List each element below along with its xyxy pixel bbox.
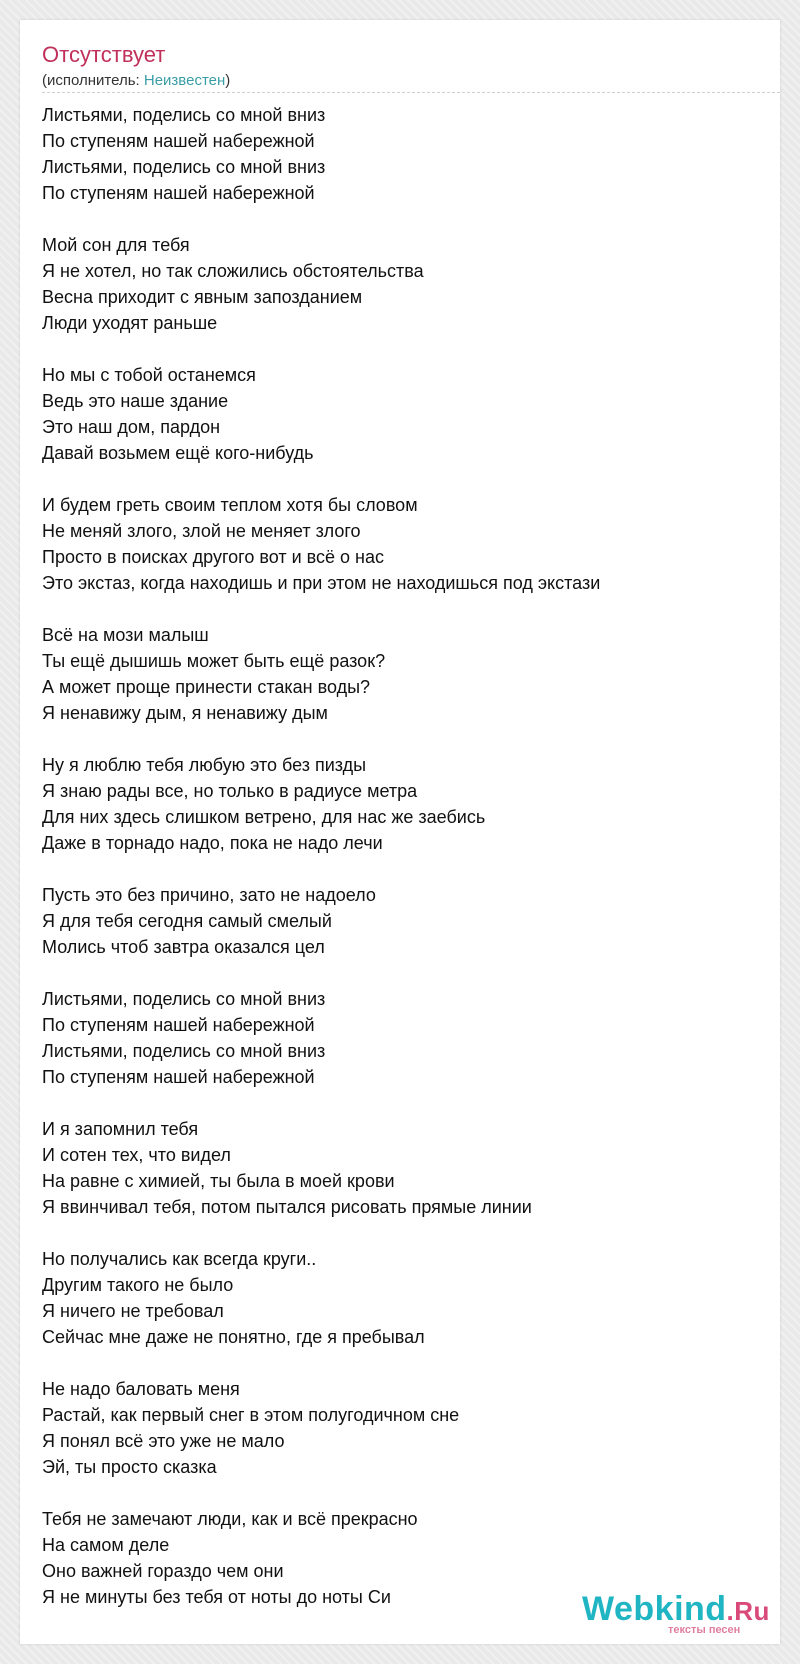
lyric-line: Мой сон для тебя	[42, 235, 190, 255]
lyric-line: Сейчас мне даже не понятно, где я пребывал	[42, 1327, 425, 1347]
lyric-line: Эй, ты просто сказка	[42, 1457, 217, 1477]
lyric-line: Листьями, поделись со мной вниз	[42, 157, 326, 177]
lyric-line: Я не минуты без тебя от ноты до ноты Си	[42, 1587, 391, 1607]
lyrics-stanza	[42, 1246, 762, 1350]
lyric-line: И я запомнил тебя	[42, 1119, 199, 1139]
lyric-line: Оно важней гораздо чем они	[42, 1561, 284, 1581]
lyric-line: Ну я люблю тебя любую это без пизды	[42, 755, 367, 775]
song-title: Отсутствует	[42, 42, 166, 67]
lyric-line: Я ничего не требовал	[42, 1301, 224, 1321]
lyric-line: Я ввинчивал тебя, потом пытался рисовать прямые линии	[42, 1197, 532, 1217]
lyric-line: И будем греть своим теплом хотя бы словом	[42, 495, 418, 515]
lyric-line: Это наш дом, пардон	[42, 417, 221, 437]
lyrics-stanza	[42, 986, 762, 1090]
lyric-line: Для них здесь слишком ветрено, для нас же заебись	[42, 807, 486, 827]
lyric-line: Пусть это без причино, зато не надоело	[42, 885, 376, 905]
lyric-line: И сотен тех, что видел	[42, 1145, 231, 1165]
lyric-line: Тебя не замечают люди, как и всё прекрасно	[42, 1509, 418, 1529]
lyric-line: Листьями, поделись со мной вниз	[42, 989, 326, 1009]
lyric-line: Другим такого не было	[42, 1275, 234, 1295]
lyric-line: Листьями, поделись со мной вниз	[42, 105, 326, 125]
lyric-line: Просто в поисках другого вот и всё о нас	[42, 547, 384, 567]
lyric-line: По ступеням нашей набережной	[42, 131, 315, 151]
lyric-line: Растай, как первый снег в этом полугодичном сне	[42, 1405, 460, 1425]
lyric-line: Это экстаз, когда находишь и при этом не находишься под экстази	[42, 573, 601, 593]
lyric-line: Но получались как всегда круги..	[42, 1249, 317, 1269]
logo-suffix: .Ru	[726, 1596, 770, 1626]
logo-main-text: Webkind	[582, 1590, 727, 1628]
lyrics-stanza	[42, 622, 762, 726]
lyric-line: Не надо баловать меня	[42, 1379, 240, 1399]
lyric-line: Я понял всё это уже не мало	[42, 1431, 285, 1451]
artist-link[interactable]: Неизвестен	[143, 72, 226, 89]
lyric-line: Но мы с тобой останемся	[42, 365, 256, 385]
lyric-line: Ведь это наше здание	[42, 391, 229, 411]
lyric-line: Я знаю рады все, но только в радиусе метра	[42, 781, 418, 801]
lyrics-stanza	[42, 362, 762, 466]
lyric-line: Люди уходят раньше	[42, 313, 218, 333]
lyric-line: По ступеням нашей набережной	[42, 183, 315, 203]
lyric-line: А может проще принести стакан воды?	[42, 677, 371, 697]
lyrics-stanza	[42, 232, 762, 336]
lyric-line: Молись чтоб завтра оказался цел	[42, 937, 325, 957]
lyric-line: На самом деле	[42, 1535, 170, 1555]
lyric-line: Не меняй злого, злой не меняет злого	[42, 521, 361, 541]
lyrics-body	[42, 102, 762, 1636]
lyric-line: Я не хотел, но так сложились обстоятельства	[42, 261, 424, 281]
artist-prefix: (исполнитель:	[42, 72, 144, 89]
lyrics-stanza	[42, 1116, 762, 1220]
lyric-line: Давай возьмем ещё кого-нибудь	[42, 443, 314, 463]
artist-suffix: )	[225, 72, 231, 89]
logo-tagline: тексты песен	[668, 1624, 741, 1636]
lyric-line: Даже в торнадо надо, пока не надо лечи	[42, 833, 383, 853]
site-logo[interactable]	[582, 1590, 782, 1640]
lyrics-stanza	[42, 752, 762, 856]
lyric-line: На равне с химией, ты была в моей крови	[42, 1171, 395, 1191]
lyric-line: Всё на мози малыш	[42, 625, 209, 645]
lyric-line: Я ненавижу дым, я ненавижу дым	[42, 703, 328, 723]
lyric-line: Листьями, поделись со мной вниз	[42, 1041, 326, 1061]
lyrics-stanza	[42, 882, 762, 960]
header-divider	[42, 92, 780, 93]
lyric-line: Весна приходит с явным запозданием	[42, 287, 363, 307]
lyrics-stanza	[42, 1376, 762, 1480]
lyric-line: Ты ещё дышишь может быть ещё разок?	[42, 651, 386, 671]
lyric-line: Я для тебя сегодня самый смелый	[42, 911, 332, 931]
lyric-line: По ступеням нашей набережной	[42, 1067, 315, 1087]
lyrics-stanza	[42, 492, 762, 596]
lyrics-page	[20, 20, 780, 1644]
song-meta	[42, 72, 230, 90]
lyrics-stanza	[42, 102, 762, 206]
lyric-line: По ступеням нашей набережной	[42, 1015, 315, 1035]
